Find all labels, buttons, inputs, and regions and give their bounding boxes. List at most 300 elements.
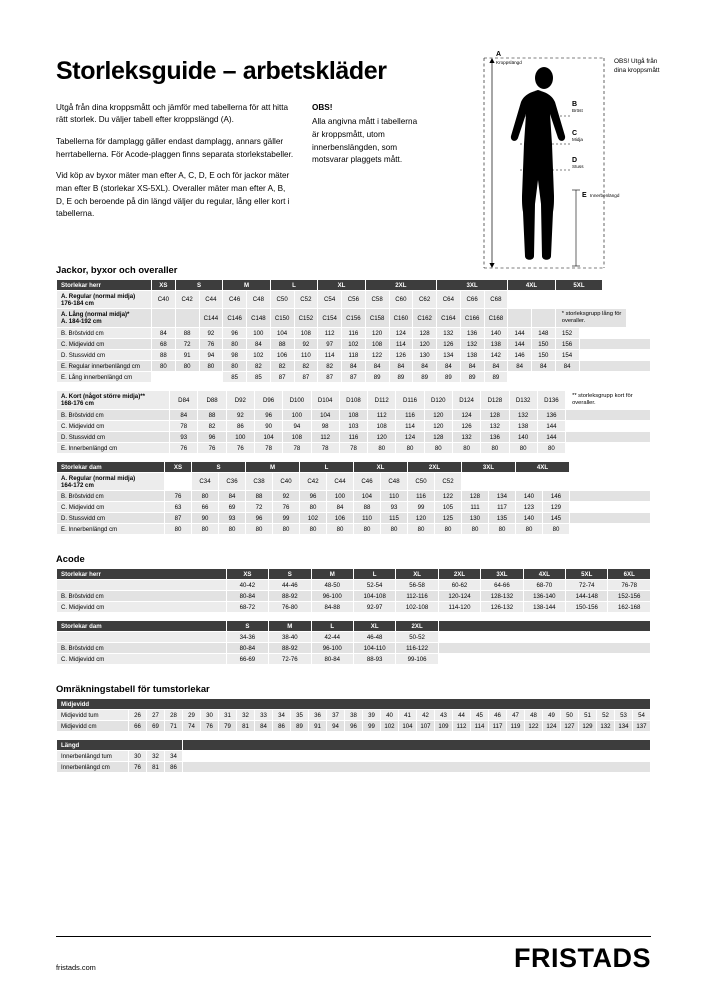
table-cell: 81 — [147, 762, 165, 773]
table-cell: 128-132 — [481, 591, 523, 602]
table-cell: 86 — [273, 721, 291, 732]
table-cell: 104 — [254, 432, 282, 443]
svg-text:Stuss: Stuss — [572, 164, 584, 169]
table-cell: 38-40 — [269, 632, 311, 643]
table-cell: 150 — [532, 339, 556, 350]
table-cell: 80 — [381, 524, 408, 535]
table-cell: XL — [353, 621, 395, 632]
table-cell — [183, 740, 651, 751]
section-tumstorlekar — [0, 683, 707, 773]
table-cell: 145 — [543, 513, 570, 524]
table-cell: 140 — [516, 491, 543, 502]
table-header-row — [57, 569, 651, 580]
table-cell: 47 — [507, 710, 525, 721]
table-cell: C162 — [413, 309, 437, 328]
table-cell: 41 — [399, 710, 417, 721]
table-cell — [566, 410, 651, 421]
table-cell — [438, 621, 650, 632]
table-herr-kort — [56, 390, 651, 454]
row-label: E. Lång innerbenlängd cm — [57, 372, 152, 383]
table-cell: 110 — [294, 350, 318, 361]
table-cell: 93 — [219, 513, 246, 524]
table-cell: 30 — [129, 751, 147, 762]
table-cell: C156 — [342, 309, 366, 328]
table-cell: 66 — [192, 502, 219, 513]
table-cell: 100 — [283, 410, 311, 421]
table-cell: 104 — [399, 721, 417, 732]
table-cell: 150 — [532, 350, 556, 361]
brand-logo: FRISTADS — [514, 943, 651, 973]
table-cell — [532, 309, 556, 328]
table-cell: 84 — [532, 361, 556, 372]
table-row — [57, 762, 651, 773]
table-cell: 84 — [365, 361, 389, 372]
svg-text:B: B — [572, 101, 578, 108]
table-cell: 34 — [273, 710, 291, 721]
table-cell: * storleksgrupp lång för overaller. — [555, 309, 626, 328]
table-cell: M — [269, 621, 311, 632]
table-cell: 2XL — [408, 462, 462, 473]
table-cell: 32 — [237, 710, 255, 721]
row-label: A. Kort (något större midja)** 168-176 cm — [57, 391, 170, 410]
table-cell: 96 — [198, 432, 226, 443]
table-cell: D116 — [396, 391, 424, 410]
section-jackor-byxor-overaller — [0, 264, 707, 535]
table-cell: C150 — [270, 309, 294, 328]
table-cell: 108 — [365, 339, 389, 350]
table-header-row — [57, 462, 651, 473]
table-cell: 96-100 — [311, 643, 353, 654]
table-cell: 92 — [273, 491, 300, 502]
table-cell: 81 — [237, 721, 255, 732]
table-cell: 107 — [417, 721, 435, 732]
table-cell: 140 — [516, 513, 543, 524]
table-cell: 142 — [484, 350, 508, 361]
table-cell — [555, 291, 626, 309]
table-cell: 3XL — [437, 280, 508, 291]
table-cell: 98 — [223, 350, 247, 361]
table-cell: 120 — [424, 421, 452, 432]
table-cell: 86 — [165, 762, 183, 773]
section-title-3: Omräkningstabell för tumstorlekar — [56, 683, 210, 695]
table-cell: 89 — [365, 372, 389, 383]
table-cell: 87 — [270, 372, 294, 383]
table-cell — [489, 473, 516, 491]
table-cell — [579, 361, 651, 372]
table-cell: 80 — [192, 524, 219, 535]
table-cell: 126 — [452, 421, 480, 432]
table-cell: 31 — [219, 710, 237, 721]
table-cell: 80 — [273, 524, 300, 535]
table-cell: C42 — [300, 473, 327, 491]
table-cell: 123 — [516, 502, 543, 513]
table-cell: 82 — [318, 361, 342, 372]
svg-text:Midja: Midja — [572, 137, 583, 142]
table-row — [57, 473, 651, 491]
table-cell: 2XL — [438, 569, 480, 580]
table-cell: 69 — [219, 502, 246, 513]
table-cell: 124 — [543, 721, 561, 732]
table-cell: 120 — [424, 410, 452, 421]
table-cell: 136 — [460, 328, 484, 339]
table-cell: 144-148 — [566, 591, 608, 602]
table-cell: 104 — [311, 410, 339, 421]
row-label: C. Midjevidd cm — [57, 339, 152, 350]
table-cell: 66 — [129, 721, 147, 732]
table-cell: D108 — [339, 391, 367, 410]
table-row — [57, 513, 651, 524]
row-label: B. Bröstvidd cm — [57, 591, 227, 602]
table-cell — [570, 491, 651, 502]
table-tum-langd — [56, 739, 651, 773]
table-cell: 84 — [484, 361, 508, 372]
row-label: B. Bröstvidd cm — [57, 328, 152, 339]
table-cell: 84 — [247, 339, 271, 350]
svg-text:E: E — [582, 192, 587, 199]
table-cell: 64-66 — [481, 580, 523, 591]
table-cell: 2XL — [396, 621, 438, 632]
table-cell: 53 — [615, 710, 633, 721]
table-cell: 27 — [147, 710, 165, 721]
intro-paragraph-2: Tabellerna för damplagg gäller endast damplagg, annars gäller herrtabellerna. För Acode-plaggen finns separata storlekstabeller. — [56, 136, 294, 159]
table-cell: 127 — [561, 721, 579, 732]
table-cell: C158 — [365, 309, 389, 328]
table-cell: 80 — [152, 361, 176, 372]
table-cell: 56-58 — [396, 580, 438, 591]
table-cell: 129 — [543, 502, 570, 513]
table-cell — [579, 339, 651, 350]
table-cell: 114 — [471, 721, 489, 732]
table-cell: 69 — [147, 721, 165, 732]
table-row — [57, 421, 651, 432]
table-cell: C166 — [460, 309, 484, 328]
table-cell: 76-80 — [269, 602, 311, 613]
table-cell: 40 — [381, 710, 399, 721]
table-row — [57, 751, 651, 762]
table-cell: 118 — [342, 350, 366, 361]
table-cell: 4XL — [516, 462, 570, 473]
table-cell: 42-44 — [311, 632, 353, 643]
table-cell — [566, 421, 651, 432]
table-cell — [199, 372, 223, 383]
table-cell: 108 — [283, 432, 311, 443]
table-cell: 80 — [462, 524, 489, 535]
table-cell: C46 — [223, 291, 247, 309]
table-cell — [183, 762, 651, 773]
table-herr — [56, 279, 651, 383]
table-cell: 112 — [368, 410, 396, 421]
table-cell: C160 — [389, 309, 413, 328]
table-row — [57, 502, 651, 513]
row-label: C. Midjevidd cm — [57, 502, 165, 513]
table-cell: 80 — [489, 524, 516, 535]
table-cell: 84 — [152, 328, 176, 339]
table-cell: D124 — [452, 391, 480, 410]
table-cell: 80 — [327, 524, 354, 535]
svg-text:Innerbenlängd: Innerbenlängd — [590, 193, 620, 198]
table-cell: 102 — [381, 721, 399, 732]
table-cell: 39 — [363, 710, 381, 721]
row-label: C. Midjevidd cm — [57, 654, 227, 665]
row-label: A. Regular (normal midja) 164-172 cm — [57, 473, 165, 491]
row-label: C. Midjevidd cm — [57, 421, 170, 432]
table-cell: 80 — [408, 524, 435, 535]
row-label: Storlekar herr — [57, 280, 152, 291]
section-title-2: Acode — [56, 553, 85, 565]
table-cell: 44 — [453, 710, 471, 721]
table-cell — [183, 751, 651, 762]
table-cell: 80 — [223, 361, 247, 372]
table-cell: C146 — [223, 309, 247, 328]
table-cell: 120 — [413, 339, 437, 350]
table-cell: 100 — [327, 491, 354, 502]
table-cell: C48 — [247, 291, 271, 309]
table-cell: 54 — [633, 710, 651, 721]
table-acode-herr — [56, 568, 651, 613]
table-cell: 76 — [199, 339, 223, 350]
section-title-1: Jackor, byxor och overaller — [56, 264, 178, 276]
table-cell: 43 — [435, 710, 453, 721]
table-cell: 50-52 — [396, 632, 438, 643]
table-row — [57, 591, 651, 602]
table-cell: 80 — [192, 491, 219, 502]
table-cell: D112 — [368, 391, 396, 410]
table-cell: 80 — [481, 443, 509, 454]
table-row — [57, 372, 651, 383]
table-row — [57, 710, 651, 721]
table-row — [57, 410, 651, 421]
table-cell: 138 — [484, 339, 508, 350]
table-cell: 144 — [537, 432, 565, 443]
table-cell — [152, 309, 176, 328]
table-dam — [56, 461, 651, 535]
row-label — [57, 632, 227, 643]
table-cell: 80 — [165, 524, 192, 535]
table-cell: 116 — [342, 328, 366, 339]
section-acode — [0, 553, 707, 665]
table-cell: 80 — [368, 443, 396, 454]
table-cell — [532, 372, 556, 383]
row-label: Innerbenlängd cm — [57, 762, 129, 773]
table-cell: 72 — [246, 502, 273, 513]
table-cell: 82 — [294, 361, 318, 372]
table-cell: M — [223, 280, 271, 291]
table-cell: C42 — [175, 291, 199, 309]
table-cell: 80 — [223, 339, 247, 350]
table-cell: D120 — [424, 391, 452, 410]
table-cell: 78 — [339, 443, 367, 454]
table-cell: 3XL — [481, 569, 523, 580]
table-cell: 102 — [300, 513, 327, 524]
table-cell: 106 — [327, 513, 354, 524]
table-cell: 42 — [417, 710, 435, 721]
page-title: Storleksguide – arbetskläder — [56, 57, 387, 85]
table-cell: 125 — [435, 513, 462, 524]
table-cell — [175, 372, 199, 383]
table-cell: 96-100 — [311, 591, 353, 602]
table-cell: 99 — [408, 502, 435, 513]
table-cell — [508, 291, 532, 309]
table-cell: 103 — [339, 421, 367, 432]
table-cell: 87 — [318, 372, 342, 383]
table-cell: 138-144 — [523, 602, 565, 613]
table-cell: 122 — [525, 721, 543, 732]
table-cell: 114 — [389, 339, 413, 350]
table-cell: 132 — [597, 721, 615, 732]
table-cell: D84 — [170, 391, 198, 410]
table-cell: 80-84 — [311, 654, 353, 665]
table-cell: C154 — [318, 309, 342, 328]
table-cell: 119 — [507, 721, 525, 732]
table-cell: 26 — [129, 710, 147, 721]
table-cell: 88 — [246, 491, 273, 502]
table-cell: 128 — [481, 410, 509, 421]
table-cell: 89 — [291, 721, 309, 732]
table-cell: 117 — [489, 721, 507, 732]
table-cell: C54 — [318, 291, 342, 309]
table-cell: 99 — [363, 721, 381, 732]
table-cell: 134 — [489, 491, 516, 502]
table-cell: 80 — [300, 524, 327, 535]
table-cell: 162-168 — [608, 602, 651, 613]
table-cell: C40 — [273, 473, 300, 491]
table-cell: 156 — [555, 339, 579, 350]
table-cell: 68 — [152, 339, 176, 350]
table-cell: C38 — [246, 473, 273, 491]
table-cell: C34 — [192, 473, 219, 491]
table-cell: XS — [165, 462, 192, 473]
table-cell: 80 — [175, 361, 199, 372]
measurement-figure — [462, 40, 667, 275]
row-label: Midjevidd — [57, 699, 651, 710]
table-cell: 124 — [389, 328, 413, 339]
table-cell: S — [175, 280, 223, 291]
footer — [0, 936, 707, 1000]
table-cell: 76 — [198, 443, 226, 454]
table-cell: 93 — [381, 502, 408, 513]
table-cell: 84 — [437, 361, 461, 372]
table-cell: 78 — [170, 421, 198, 432]
table-row — [57, 291, 651, 309]
table-row — [57, 524, 651, 535]
table-cell: C62 — [413, 291, 437, 309]
table-cell: 94 — [283, 421, 311, 432]
table-cell: XL — [318, 280, 366, 291]
table-cell: 89 — [460, 372, 484, 383]
table-cell: C50 — [408, 473, 435, 491]
table-cell: 112 — [453, 721, 471, 732]
table-cell: M — [311, 569, 353, 580]
table-cell: 84 — [460, 361, 484, 372]
table-cell: 28 — [165, 710, 183, 721]
table-header-row — [57, 621, 651, 632]
table-cell: 104 — [354, 491, 381, 502]
svg-text:Kroppslängd: Kroppslängd — [496, 60, 522, 65]
table-cell: 88 — [152, 350, 176, 361]
table-cell: L — [353, 569, 395, 580]
table-cell: C164 — [437, 309, 461, 328]
table-cell: 35 — [291, 710, 309, 721]
table-cell: 120-124 — [438, 591, 480, 602]
row-label: Innerbenlängd tum — [57, 751, 129, 762]
row-label: Storlekar dam — [57, 462, 165, 473]
row-label: B. Bröstvidd cm — [57, 410, 170, 421]
table-cell: 72-76 — [269, 654, 311, 665]
table-cell: 106 — [270, 350, 294, 361]
table-cell: 90 — [254, 421, 282, 432]
row-label: B. Bröstvidd cm — [57, 491, 165, 502]
footer-url[interactable]: fristads.com — [56, 963, 96, 972]
table-cell: 80 — [246, 524, 273, 535]
row-label: E. Innerbenlängd cm — [57, 524, 165, 535]
table-row — [57, 632, 651, 643]
table-cell — [555, 372, 579, 383]
table-row — [57, 643, 651, 654]
table-cell: 4XL — [508, 280, 556, 291]
table-cell: 85 — [223, 372, 247, 383]
svg-text:D: D — [572, 157, 578, 164]
row-label — [57, 580, 227, 591]
table-cell: D92 — [226, 391, 254, 410]
table-row — [57, 309, 651, 328]
row-label: Midjevidd cm — [57, 721, 129, 732]
table-cell: 52 — [597, 710, 615, 721]
table-row — [57, 602, 651, 613]
table-cell: 80-84 — [226, 591, 268, 602]
table-cell: 92 — [294, 339, 318, 350]
table-cell: 50 — [561, 710, 579, 721]
table-cell: 110 — [354, 513, 381, 524]
table-cell: 46 — [489, 710, 507, 721]
table-cell — [532, 291, 556, 309]
table-cell: D104 — [311, 391, 339, 410]
table-cell: 124 — [396, 432, 424, 443]
table-cell: 6XL — [608, 569, 651, 580]
table-cell: XL — [354, 462, 408, 473]
table-cell: 51 — [579, 710, 597, 721]
table-cell — [438, 632, 650, 643]
table-cell: 136-140 — [523, 591, 565, 602]
table-cell: 102-108 — [396, 602, 438, 613]
table-cell: 96 — [246, 513, 273, 524]
table-cell: 72 — [175, 339, 199, 350]
table-cell — [438, 654, 650, 665]
table-cell: 78 — [311, 443, 339, 454]
table-cell: 112 — [318, 328, 342, 339]
table-cell: 126 — [389, 350, 413, 361]
table-cell: 63 — [165, 502, 192, 513]
table-cell: 120 — [408, 513, 435, 524]
table-cell: 137 — [633, 721, 651, 732]
row-label: E. Innerbenlängd cm — [57, 443, 170, 454]
table-cell: 49 — [543, 710, 561, 721]
table-cell: 52-54 — [353, 580, 395, 591]
table-cell: 92 — [199, 328, 223, 339]
table-cell: 38 — [345, 710, 363, 721]
table-cell: S — [192, 462, 246, 473]
table-cell: 152 — [555, 328, 579, 339]
figure-note: OBS! Utgå från dina kroppsmått — [614, 58, 660, 75]
table-cell: 114-120 — [438, 602, 480, 613]
table-cell: 84 — [255, 721, 273, 732]
table-cell: 68-72 — [226, 602, 268, 613]
table-row — [57, 721, 651, 732]
table-header-row — [57, 699, 651, 710]
table-cell: D96 — [254, 391, 282, 410]
table-cell: 108 — [339, 410, 367, 421]
table-row — [57, 491, 651, 502]
table-cell: 110 — [381, 491, 408, 502]
